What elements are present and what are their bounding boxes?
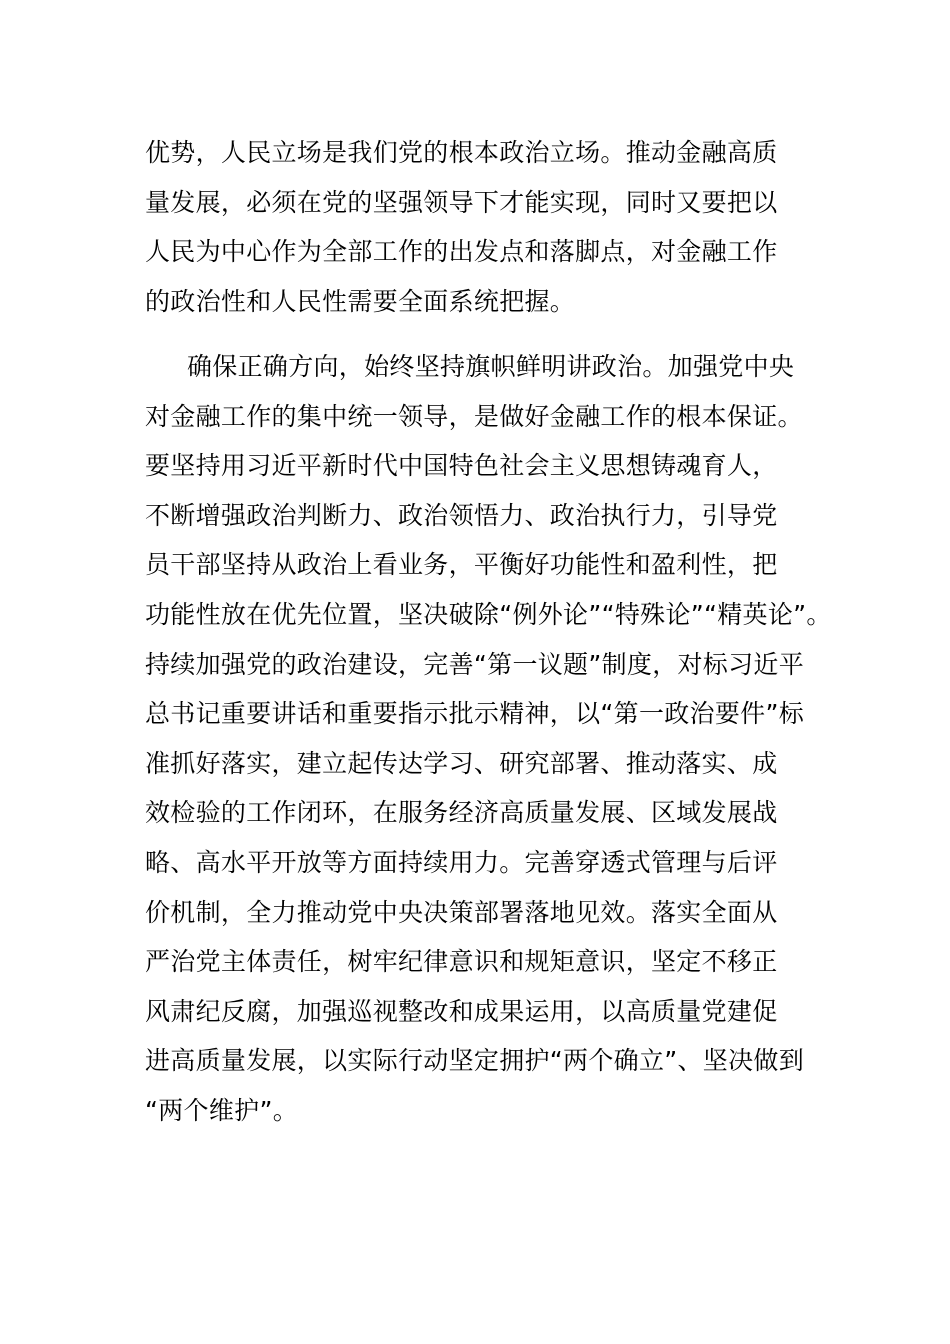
text-line: 效检验的工作闭环，在服务经济高质量发展、区域发展战 xyxy=(145,798,778,828)
text-line: “两个维护”。 xyxy=(145,1095,299,1125)
paragraph-2 xyxy=(145,342,832,1136)
text-line: 进高质量发展，以实际行动坚定拥护“两个确立”、坚决做到 xyxy=(145,1046,805,1076)
text-line: 优势，人民立场是我们党的根本政治立场。推动金融高质 xyxy=(145,138,778,167)
text-line: 总书记重要讲话和重要指示批示精神，以“第一政治要件”标 xyxy=(145,699,805,729)
text-line: 的政治性和人民性需要全面系统把握。 xyxy=(145,286,576,316)
text-line: 功能性放在优先位置，坚决破除“例外论”“特殊论”“精英论”。 xyxy=(145,599,832,629)
text-line: 略、高水平开放等方面持续用力。完善穿透式管理与后评 xyxy=(145,847,778,877)
text-line: 对金融工作的集中统一领导，是做好金融工作的根本保证。 xyxy=(145,401,803,431)
text-line: 人民为中心作为全部工作的出发点和落脚点，对金融工作 xyxy=(145,237,778,267)
text-line: 要坚持用习近平新时代中国特色社会主义思想铸魂育人， xyxy=(145,451,778,481)
paragraph-1 xyxy=(145,128,810,326)
text-line: 价机制，全力推动党中央决策部署落地见效。落实全面从 xyxy=(145,897,778,927)
text-line: 确保正确方向，始终坚持旗帜鲜明讲政治。加强党中央 xyxy=(187,352,795,381)
text-line: 准抓好落实，建立起传达学习、研究部署、推动落实、成 xyxy=(145,748,778,778)
text-line: 风肃纪反腐，加强巡视整改和成果运用，以高质量党建促 xyxy=(145,996,778,1026)
text-line: 员干部坚持从政治上看业务，平衡好功能性和盈利性，把 xyxy=(145,550,778,580)
text-line: 持续加强党的政治建设，完善“第一议题”制度，对标习近平 xyxy=(145,649,805,679)
text-line: 量发展，必须在党的坚强领导下才能实现，同时又要把以 xyxy=(145,187,778,217)
text-line: 严治党主体责任，树牢纪律意识和规矩意识，坚定不移正 xyxy=(145,947,778,977)
text-line: 不断增强政治判断力、政治领悟力、政治执行力，引导党 xyxy=(145,500,778,530)
